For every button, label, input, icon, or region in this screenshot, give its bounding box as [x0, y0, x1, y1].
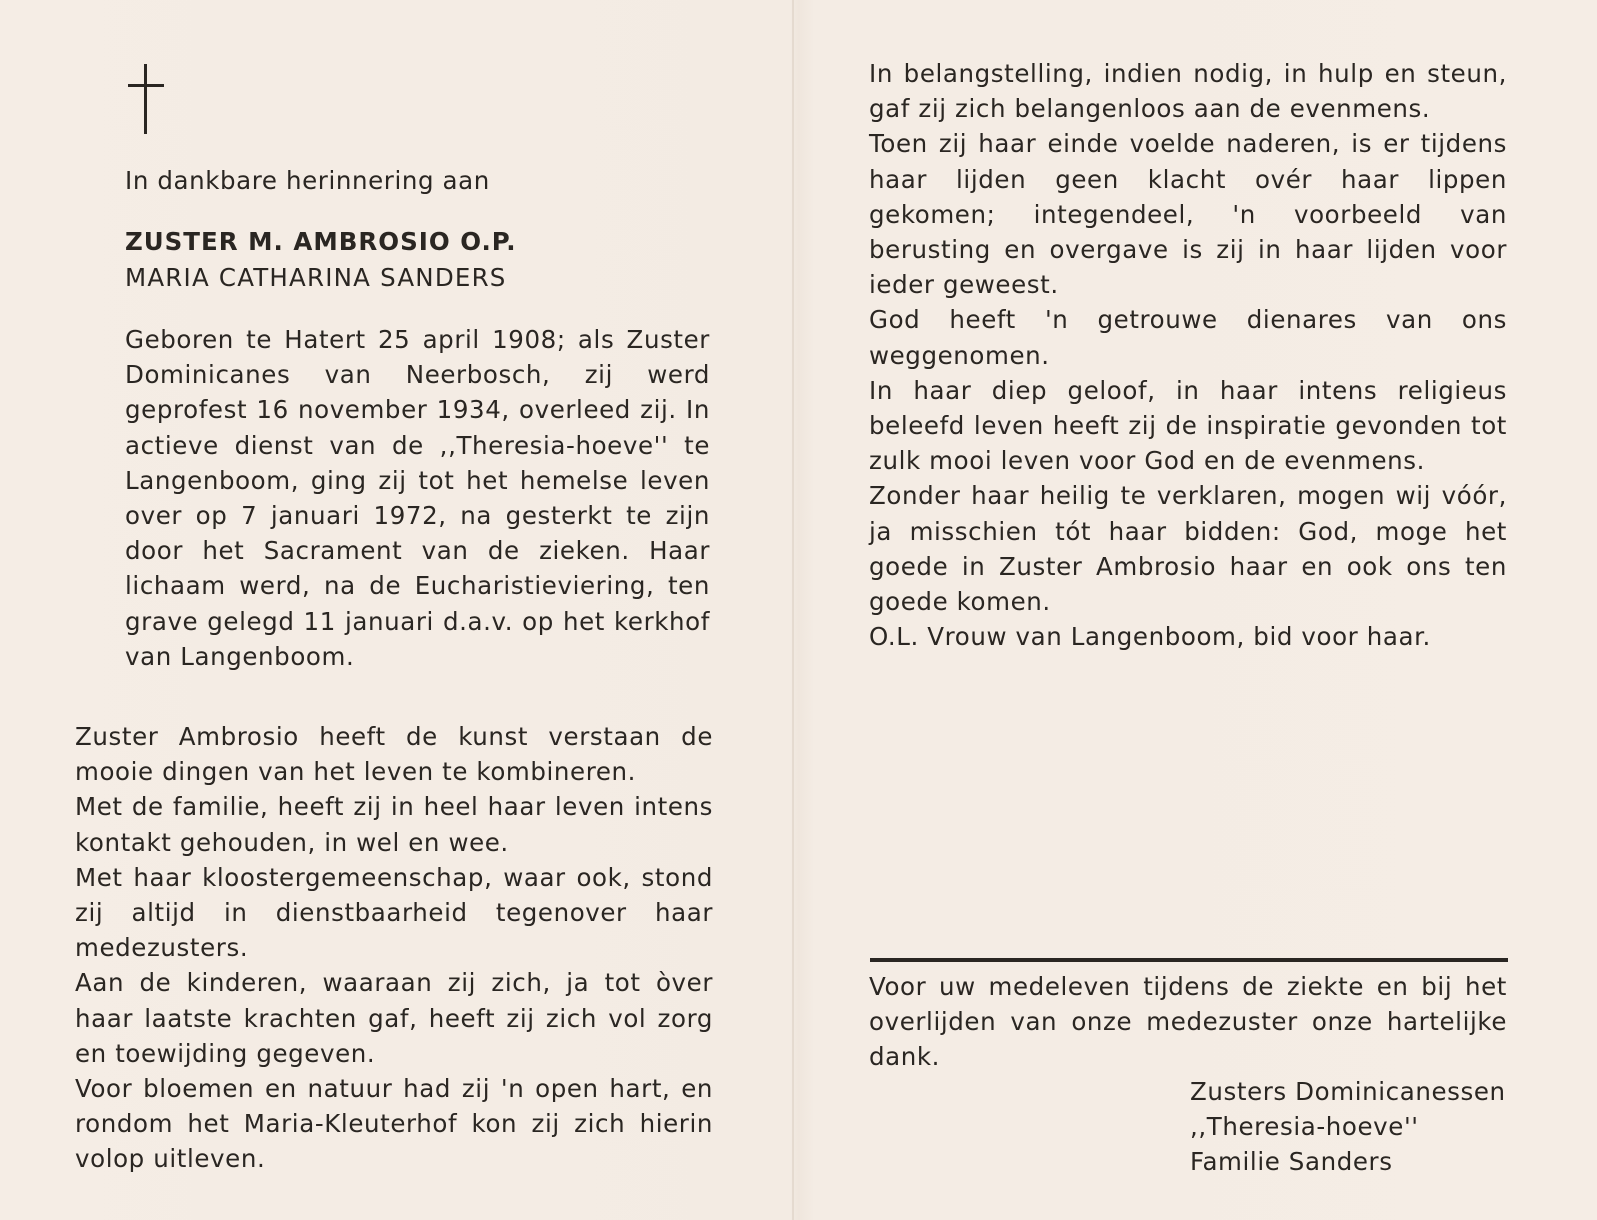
divider — [870, 958, 1508, 962]
card-fold — [792, 0, 794, 1220]
signature-line: Familie Sanders — [1190, 1147, 1393, 1177]
thanks-text: Voor uw medeleven tijdens de ziekte en bij het overlijden van onze medezuster onze hartelijke dank. — [869, 972, 1507, 1072]
signature-line: ,,Theresia-hoeve'' — [1190, 1112, 1419, 1142]
signature-block — [1190, 1074, 1530, 1180]
name-title: ZUSTER M. AMBROSIO O.P. — [125, 227, 517, 256]
right-column-text — [869, 56, 1507, 654]
left-column-text — [75, 719, 713, 1177]
cross-icon — [126, 64, 166, 134]
thanks-note — [869, 969, 1507, 1075]
paragraph: Zonder haar heilig te verklaren, mogen wij vóór, ja misschien tót haar bidden: God, moge het goede in Zuster Ambrosio haar en ook ons ten goede komen. — [869, 481, 1507, 617]
signature-line: Zusters Dominicanessen — [1190, 1077, 1506, 1106]
paragraph: In haar diep geloof, in haar intens religieus beleefd leven heeft zij de inspiratie gevonden tot zulk mooi leven voor God en de evenmens. — [869, 375, 1507, 476]
paragraph: Met haar kloostergemeenschap, waar ook, stond zij altijd in dienstbaarheid tegenover haar medezusters. — [75, 862, 713, 963]
paragraph: Zuster Ambrosio heeft de kunst verstaan de mooie dingen van het leven te kombineren. — [75, 722, 713, 787]
paragraph: Voor bloemen en natuur had zij 'n open hart, en rondom het Maria-Kleuterhof kon zij zich hierin volop uitleven. — [75, 1074, 713, 1174]
paragraph: O.L. Vrouw van Langenboom, bid voor haar. — [869, 622, 1431, 652]
paragraph: Aan de kinderen, waaraan zij zich, ja tot òver haar laatste krachten gaf, heeft zij zich vol zorg en toewijding gegeven. — [75, 968, 713, 1068]
paragraph: Toen zij haar einde voelde naderen, is er tijdens haar lijden geen klacht ovér haar lippen gekomen; integendeel, 'n voorbeeld van berusting en overgave is zij in haar lijden voor ieder geweest. — [869, 129, 1507, 300]
biography-text: Geboren te Hatert 25 april 1908; als Zuster Dominicanes van Neerbosch, zij werd geprofest 16 november 1934, overleed zij. In actieve dienst van de ,,Theresia-hoeve'' te Langenboom, ging zij tot het hemelse leven over op 7 januari 1972, na gesterkt te zijn door het Sacrament van de zieken. Haar lichaam werd, na de Eucharistieviering, ten grave gelegd 11 januari d.a.v. op het kerkhof van Langenboom. — [125, 325, 710, 671]
paragraph: God heeft 'n getrouwe dienares van ons weggenomen. — [869, 305, 1507, 370]
paragraph: In belangstelling, indien nodig, in hulp en steun, gaf zij zich belangenloos aan de evenmens. — [869, 59, 1507, 124]
intro-text: In dankbare herinnering aan — [125, 166, 490, 195]
name-full: MARIA CATHARINA SANDERS — [125, 263, 507, 292]
paragraph: Met de familie, heeft zij in heel haar leven intens kontakt gehouden, in wel en wee. — [75, 792, 713, 857]
biography — [125, 322, 710, 674]
